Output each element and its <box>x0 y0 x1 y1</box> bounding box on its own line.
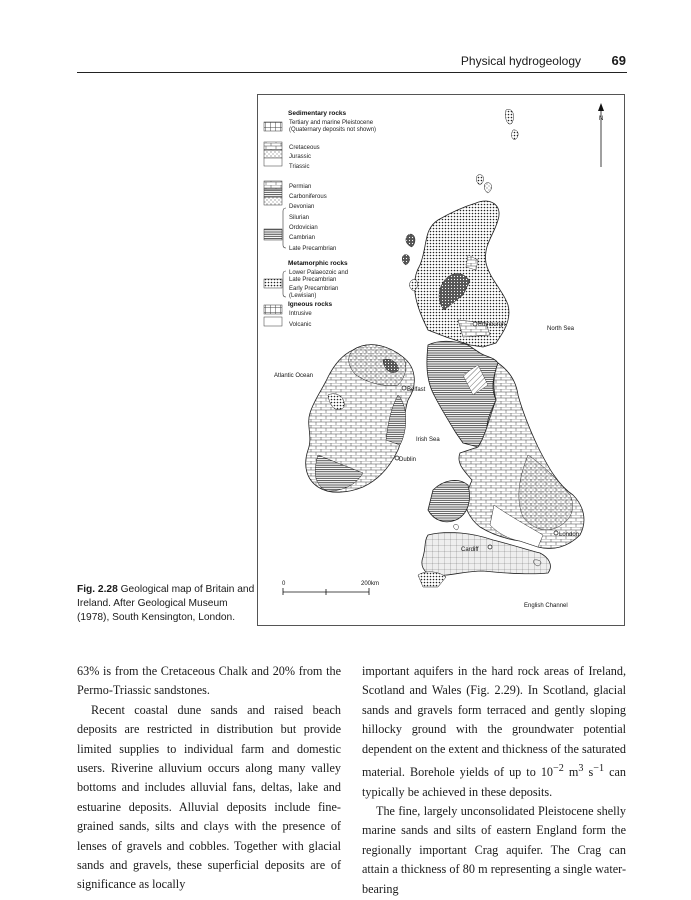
left-paragraph-2: Recent coastal dune sands and raised beach deposits are restricted in distribution but provide limited supplies to individual farm and domestic users. Riverine alluvium occurs along many valley bottoms and includes alluvial fans, deltas, lake and estuarine deposits. Alluvial deposits include fine-grained sands, silts and clays with the presence of lenses of gravels and cobbles. Together with glacial sands and gravels, these superficial deposits are of significance as locally <box>77 702 341 892</box>
legend-volcanic: Volcanic <box>289 322 312 328</box>
right-text-column <box>362 662 626 899</box>
legend-tertiary-line1: Tertiary and marine Pleistocene <box>289 120 374 126</box>
great-britain-landmass <box>415 201 584 587</box>
right-p1-part-b: m <box>563 765 579 780</box>
figure-caption-label: Fig. 2.28 <box>77 584 118 595</box>
legend-lower-palaeozoic-line2: Late Precambrian <box>289 277 337 283</box>
exponent-2: 3 <box>578 763 584 775</box>
legend-early-precambrian-line1: Early Precambrian <box>289 286 339 292</box>
legend-silurian: Silurian <box>289 215 310 221</box>
exponent-3: −1 <box>593 763 605 775</box>
label-irish-sea: Irish Sea <box>416 437 440 443</box>
right-paragraph-2: The fine, largely unconsolidated Pleistocene shelly marine sands and silts of eastern England form the regionally important Crag aquifer. The Crag can attain a thickness of 80 m representing a single water-bearing <box>362 803 626 896</box>
right-p1-part-a: important aquifers in the hard rock areas of Ireland, Scotland and Wales (Fig. 2.29). In Scotland, glacial sands and gravels form terraced and gently sloping hillocky ground with the groundwater potential dependent on the extent and thickness of the saturated material. Borehole yields of up to 10 <box>362 664 626 780</box>
legend-intrusive: Intrusive <box>289 311 312 317</box>
legend-cretaceous: Cretaceous <box>289 145 320 151</box>
label-atlantic-ocean: Atlantic Ocean <box>274 373 314 379</box>
scale-end-label: 200km <box>361 581 380 587</box>
legend-tertiary-line2: (Quaternary deposits not shown) <box>289 127 377 133</box>
running-title: Physical hydrogeology <box>460 54 581 68</box>
legend-triassic: Triassic <box>289 164 310 170</box>
figure-caption-text: Geological map of Britain and Ireland. After Geological Museum (1978), South Kensington, London. <box>77 584 255 623</box>
right-p1-part-c: s <box>583 765 594 780</box>
figure-caption <box>77 583 255 625</box>
page-number: 69 <box>611 53 626 68</box>
label-edinburgh: Edinburgh <box>478 322 506 328</box>
legend-carboniferous: Carboniferous <box>289 194 327 200</box>
legend-permian: Permian <box>289 184 312 190</box>
exponent-1: −2 <box>553 763 564 775</box>
north-label: N <box>599 116 604 122</box>
ireland-landmass <box>306 345 415 493</box>
label-belfast: Belfast <box>407 387 426 393</box>
right-paragraph-1 <box>362 662 626 802</box>
legend-igneous-title: Igneous rocks <box>288 301 333 308</box>
geological-map-figure <box>257 94 625 626</box>
legend-devonian: Devonian <box>289 204 315 210</box>
legend-metamorphic-title: Metamorphic rocks <box>288 260 348 267</box>
legend-lower-palaeozoic-line1: Lower Palaeozoic and <box>289 270 349 276</box>
geological-map <box>258 95 624 625</box>
scale-start-label: 0 <box>282 581 286 587</box>
legend-early-precambrian-line2: (Lewisian) <box>289 293 317 299</box>
legend-cambrian: Cambrian <box>289 235 316 241</box>
map-legend <box>264 122 286 326</box>
label-english-channel: English Channel <box>524 603 568 609</box>
label-dublin: Dublin <box>399 457 417 463</box>
north-arrow-icon <box>598 103 604 167</box>
scale-bar <box>283 588 369 595</box>
right-p1-part-d: can typically be achieved in these deposits. <box>362 765 627 799</box>
page-header <box>77 52 627 73</box>
label-cardiff: Cardiff <box>461 547 479 553</box>
legend-late-precambrian: Late Precambrian <box>289 246 337 252</box>
left-text-column <box>77 662 341 895</box>
legend-jurassic: Jurassic <box>289 154 312 160</box>
label-north-sea: North Sea <box>547 326 575 332</box>
left-paragraph-1: 63% is from the Cretaceous Chalk and 20% from the Permo-Triassic sandstones. <box>77 664 341 698</box>
legend-sedimentary-title: Sedimentary rocks <box>288 110 347 117</box>
legend-ordovician: Ordovician <box>289 225 318 231</box>
label-london: London <box>559 532 580 538</box>
